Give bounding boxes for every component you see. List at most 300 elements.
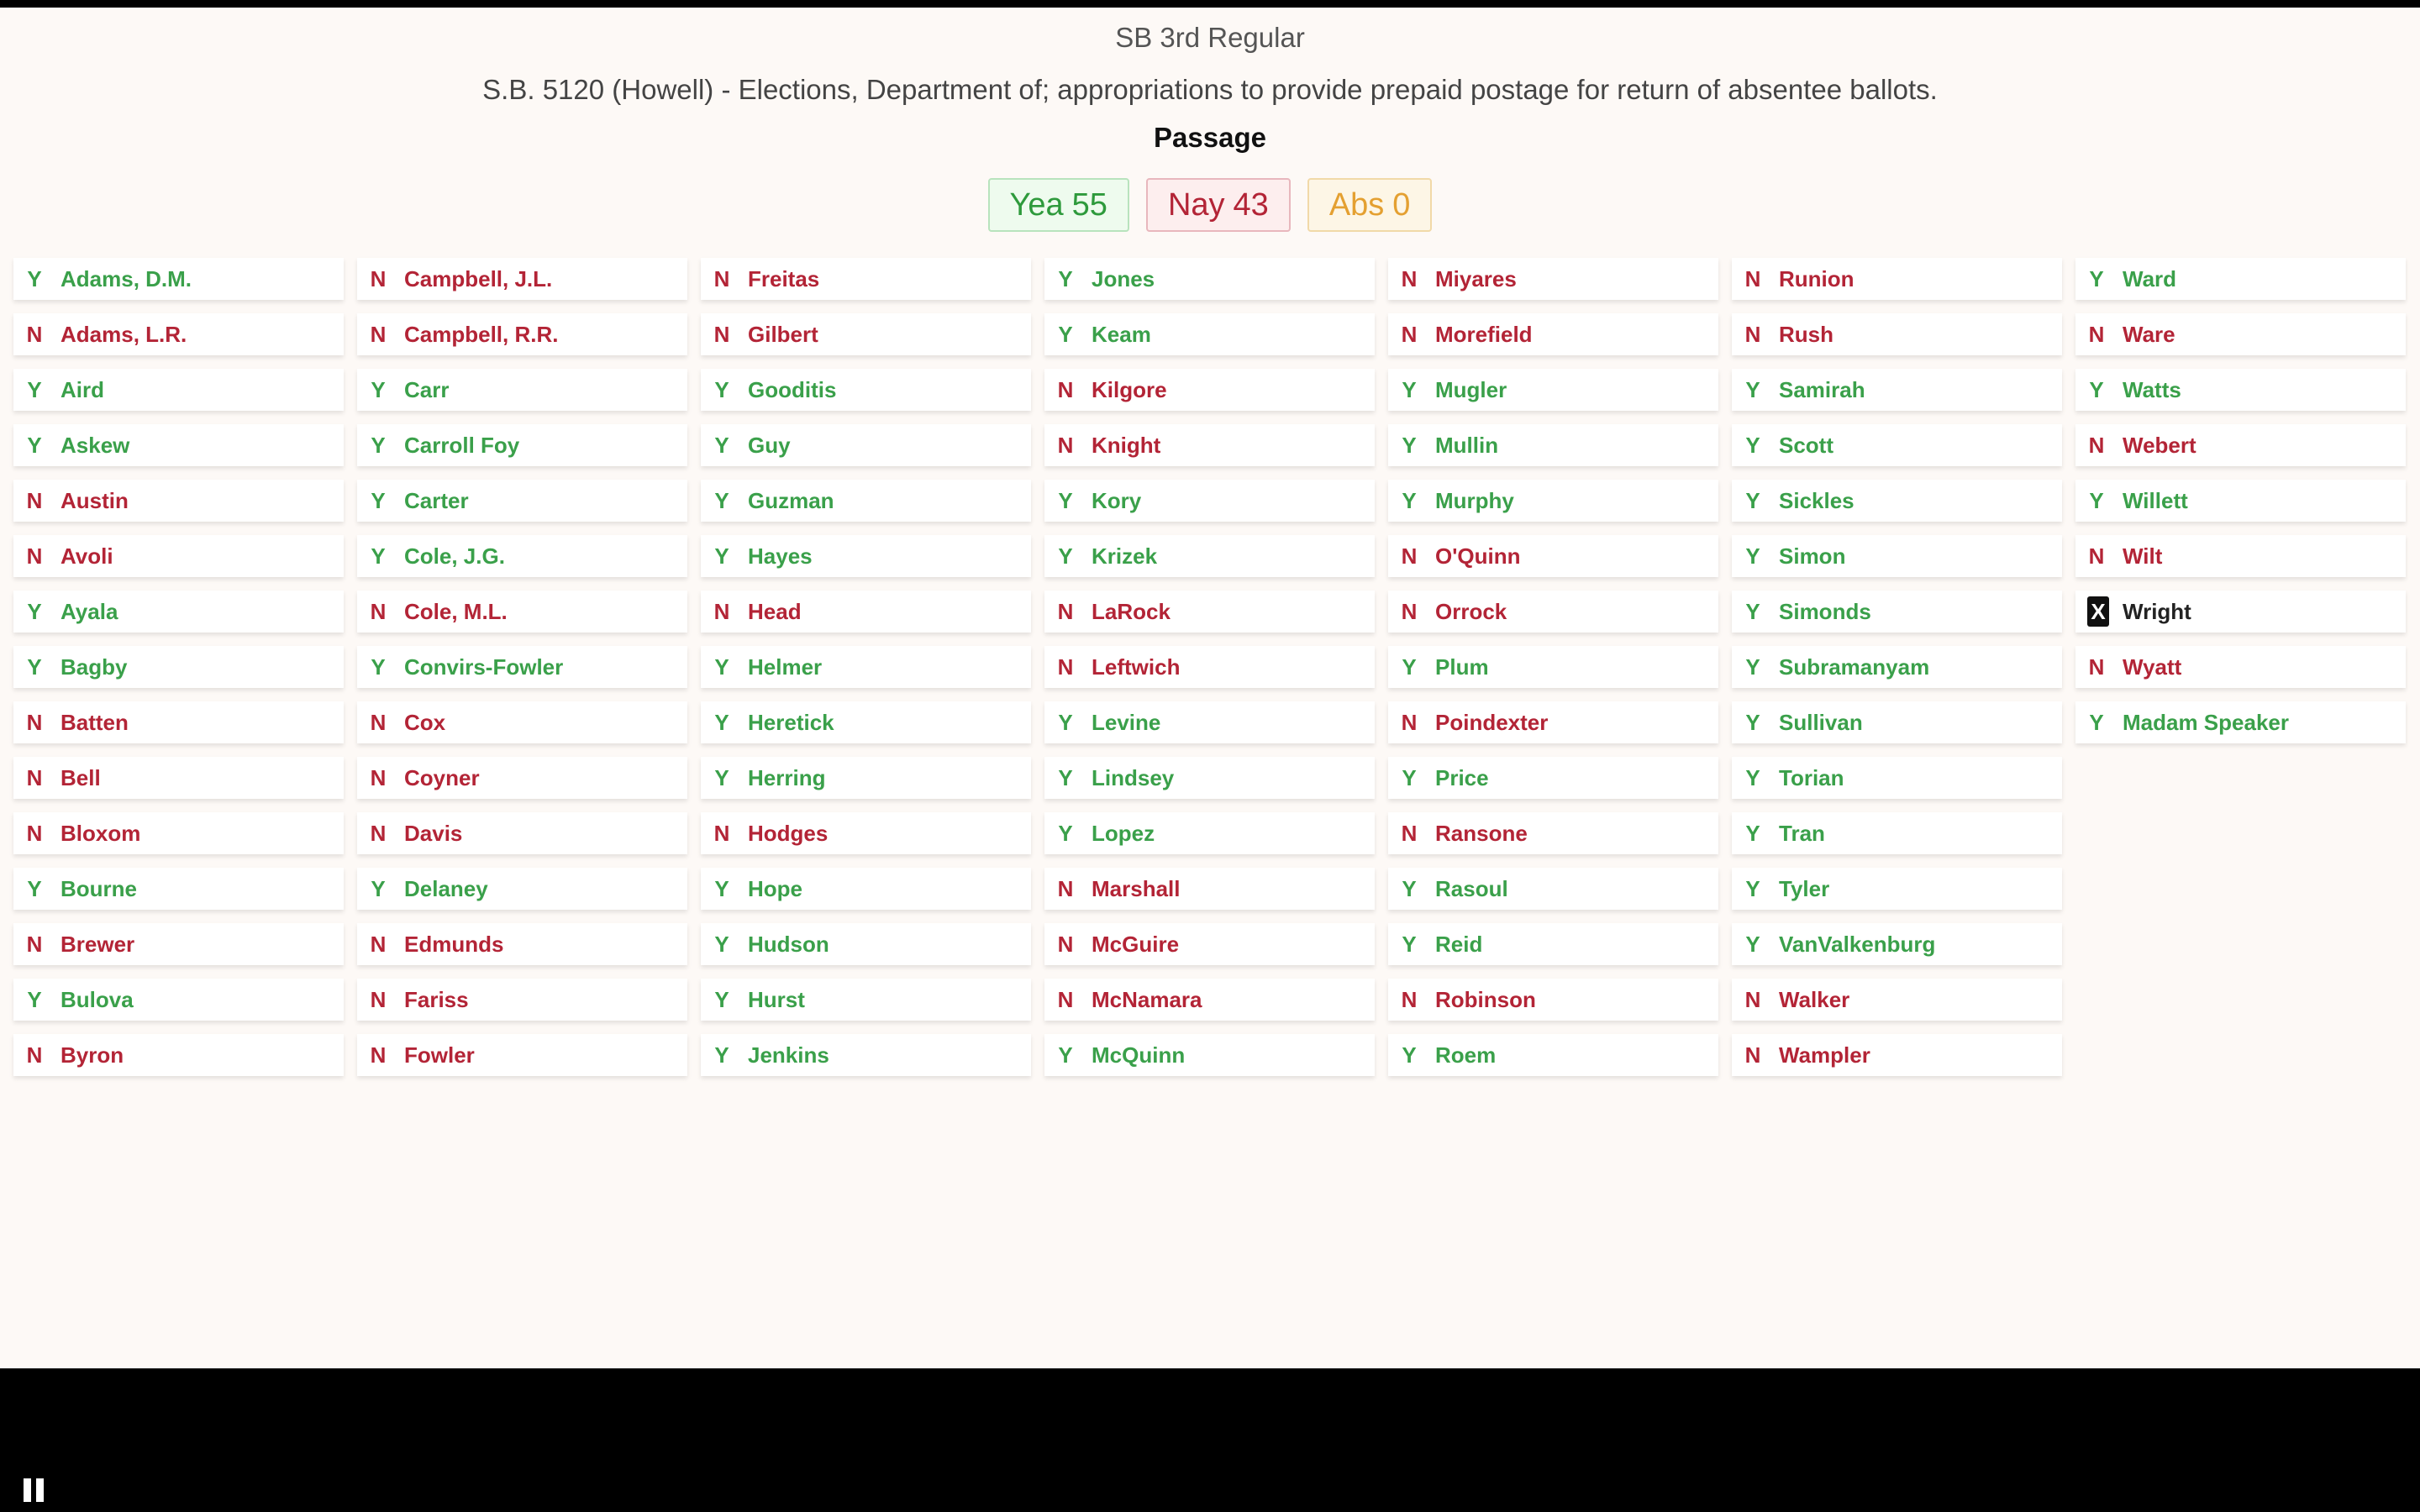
- vote-indicator: N: [1401, 598, 1418, 624]
- vote-indicator: N: [26, 764, 43, 790]
- member-name: Ayala: [60, 598, 118, 624]
- vote-indicator: N: [2088, 321, 2105, 347]
- member-vote-card: [1388, 868, 1718, 910]
- member-vote-card: [2075, 424, 2406, 466]
- member-name: Kory: [1092, 487, 1142, 513]
- member-name: Reid: [1435, 931, 1483, 957]
- vote-indicator: Y: [1058, 1042, 1073, 1068]
- member-vote-card: [1044, 646, 1375, 688]
- member-vote-card: [1388, 480, 1718, 522]
- vote-indicator: N: [2088, 654, 2105, 680]
- member-vote-card: [1044, 369, 1375, 411]
- member-name: Leftwich: [1092, 654, 1181, 680]
- vote-indicator: N: [1401, 820, 1418, 846]
- member-name: Adams, L.R.: [60, 321, 187, 347]
- member-vote-card: [1044, 258, 1375, 300]
- member-vote-card: [701, 369, 1031, 411]
- vote-indicator: Y: [27, 875, 42, 901]
- vote-indicator: N: [1057, 598, 1074, 624]
- member-name: Hodges: [748, 820, 829, 846]
- member-vote-card: [1732, 258, 2062, 300]
- yea-count: 55: [1071, 186, 1107, 223]
- abs-label: Abs: [1328, 186, 1385, 223]
- member-name: Madam Speaker: [2123, 709, 2289, 735]
- member-name: Roem: [1435, 1042, 1497, 1068]
- member-vote-card: [357, 1034, 687, 1076]
- member-vote-card: [357, 812, 687, 854]
- member-vote-card: [701, 757, 1031, 799]
- member-name: Price: [1435, 764, 1489, 790]
- member-name: Byron: [60, 1042, 124, 1068]
- member-name: Hudson: [748, 931, 829, 957]
- member-name: Robinson: [1435, 986, 1536, 1012]
- member-name: Wilt: [2123, 543, 2163, 569]
- vote-indicator: N: [713, 265, 730, 291]
- member-vote-card: [1044, 812, 1375, 854]
- vote-indicator: Y: [1745, 432, 1760, 458]
- member-vote-card: [701, 258, 1031, 300]
- member-name: Hurst: [748, 986, 805, 1012]
- media-control-bar: [0, 1368, 2420, 1512]
- member-name: Carroll Foy: [404, 432, 520, 458]
- member-vote-card: [701, 480, 1031, 522]
- member-name: Fariss: [404, 986, 469, 1012]
- member-vote-card: [701, 424, 1031, 466]
- vote-tallies: [0, 178, 2420, 232]
- member-name: Cox: [404, 709, 446, 735]
- member-name: Morefield: [1435, 321, 1533, 347]
- member-name: Hope: [748, 875, 802, 901]
- member-name: Bell: [60, 764, 101, 790]
- bill-description: S.B. 5120 (Howell) - Elections, Department of; appropriations to provide prepaid postage for return of absentee ballots.: [482, 74, 1938, 105]
- vote-indicator: Y: [1745, 764, 1760, 790]
- vote-indicator: N: [713, 598, 730, 624]
- vote-indicator: N: [1744, 321, 1761, 347]
- member-vote-card: [1388, 424, 1718, 466]
- member-vote-card: [1044, 591, 1375, 633]
- abs-count: 0: [1392, 186, 1411, 223]
- vote-indicator: X: [2087, 596, 2109, 627]
- member-vote-card: [701, 591, 1031, 633]
- member-vote-card: [1732, 313, 2062, 355]
- member-vote-card: [357, 868, 687, 910]
- member-name: Heretick: [748, 709, 834, 735]
- vote-indicator: N: [1401, 986, 1418, 1012]
- member-name: Ransone: [1435, 820, 1528, 846]
- yea-tally: [988, 178, 1129, 232]
- vote-indicator: N: [370, 764, 387, 790]
- vote-indicator: N: [2088, 543, 2105, 569]
- member-name: Carter: [404, 487, 469, 513]
- member-name: Herring: [748, 764, 826, 790]
- member-vote-card: [701, 313, 1031, 355]
- member-name: Webert: [2123, 432, 2196, 458]
- member-vote-card: [357, 258, 687, 300]
- vote-indicator: N: [1744, 1042, 1761, 1068]
- member-name: Avoli: [60, 543, 113, 569]
- member-name: Samirah: [1779, 376, 1865, 402]
- vote-indicator: N: [1057, 986, 1074, 1012]
- member-name: Orrock: [1435, 598, 1507, 624]
- vote-indicator: N: [1401, 543, 1418, 569]
- vote-indicator: Y: [27, 986, 42, 1012]
- member-vote-card: [1388, 369, 1718, 411]
- member-name: Guy: [748, 432, 791, 458]
- member-vote-card: [2075, 701, 2406, 743]
- vote-indicator: Y: [371, 432, 386, 458]
- vote-indicator: Y: [1402, 487, 1417, 513]
- member-vote-card: [357, 757, 687, 799]
- member-name: Bourne: [60, 875, 137, 901]
- vote-indicator: N: [26, 543, 43, 569]
- member-vote-card: [1044, 757, 1375, 799]
- member-name: Watts: [2123, 376, 2181, 402]
- member-vote-card: [1388, 812, 1718, 854]
- member-vote-card: [1388, 757, 1718, 799]
- vote-indicator: Y: [714, 487, 729, 513]
- member-name: Bulova: [60, 986, 134, 1012]
- member-name: Murphy: [1435, 487, 1514, 513]
- member-vote-card: [13, 591, 344, 633]
- vote-indicator: Y: [1745, 376, 1760, 402]
- vote-indicator: Y: [1745, 654, 1760, 680]
- member-name: Gilbert: [748, 321, 818, 347]
- vote-indicator: Y: [2089, 376, 2104, 402]
- member-vote-card: [357, 424, 687, 466]
- member-name: Campbell, J.L.: [404, 265, 553, 291]
- vote-indicator: Y: [714, 931, 729, 957]
- vote-indicator: Y: [714, 543, 729, 569]
- vote-indicator: N: [370, 931, 387, 957]
- vote-indicator: N: [26, 321, 43, 347]
- vote-indicator: Y: [1058, 265, 1073, 291]
- member-name: Kilgore: [1092, 376, 1167, 402]
- vote-indicator: Y: [27, 265, 42, 291]
- vote-indicator: N: [26, 487, 43, 513]
- member-name: Lopez: [1092, 820, 1155, 846]
- member-vote-card: [1732, 868, 2062, 910]
- member-name: Cole, J.G.: [404, 543, 505, 569]
- vote-indicator: Y: [1058, 709, 1073, 735]
- member-name: Simonds: [1779, 598, 1871, 624]
- member-name: Subramanyam: [1779, 654, 1930, 680]
- vote-indicator: Y: [1745, 709, 1760, 735]
- vote-indicator: Y: [1058, 820, 1073, 846]
- member-vote-card: [13, 313, 344, 355]
- member-name: LaRock: [1092, 598, 1171, 624]
- vote-indicator: Y: [1402, 376, 1417, 402]
- vote-indicator: Y: [714, 654, 729, 680]
- vote-indicator: N: [713, 321, 730, 347]
- member-name: Batten: [60, 709, 129, 735]
- member-vote-card: [1388, 535, 1718, 577]
- pause-icon[interactable]: [22, 1478, 47, 1502]
- member-vote-card: [1044, 868, 1375, 910]
- nay-label: Nay: [1167, 186, 1225, 223]
- vote-indicator: Y: [1745, 820, 1760, 846]
- member-vote-card: [701, 646, 1031, 688]
- member-vote-card: [1044, 923, 1375, 965]
- member-vote-card: [1388, 313, 1718, 355]
- vote-indicator: Y: [1745, 931, 1760, 957]
- member-vote-card: [13, 1034, 344, 1076]
- member-vote-card: [13, 979, 344, 1021]
- member-vote-card: [357, 979, 687, 1021]
- vote-indicator: Y: [714, 432, 729, 458]
- member-vote-card: [701, 535, 1031, 577]
- vote-indicator: Y: [1402, 931, 1417, 957]
- member-vote-card: [1388, 258, 1718, 300]
- member-vote-card: [2075, 480, 2406, 522]
- vote-indicator: Y: [714, 709, 729, 735]
- vote-indicator: Y: [1402, 654, 1417, 680]
- member-name: Sickles: [1779, 487, 1854, 513]
- member-vote-card: [13, 646, 344, 688]
- member-name: Freitas: [748, 265, 820, 291]
- member-vote-card: [1732, 979, 2062, 1021]
- member-name: Sullivan: [1779, 709, 1863, 735]
- member-name: Lindsey: [1092, 764, 1175, 790]
- vote-indicator: Y: [1745, 875, 1760, 901]
- member-vote-card: [357, 591, 687, 633]
- member-name: Mugler: [1435, 376, 1507, 402]
- member-name: Askew: [60, 432, 130, 458]
- member-vote-card: [1732, 369, 2062, 411]
- vote-indicator: N: [1057, 432, 1074, 458]
- member-vote-card: [701, 868, 1031, 910]
- member-vote-card: [2075, 646, 2406, 688]
- member-name: Fowler: [404, 1042, 475, 1068]
- vote-indicator: Y: [1058, 487, 1073, 513]
- member-name: Head: [748, 598, 802, 624]
- vote-indicator: N: [1401, 265, 1418, 291]
- vote-indicator: Y: [1058, 764, 1073, 790]
- member-vote-card: [2075, 313, 2406, 355]
- vote-indicator: N: [1057, 875, 1074, 901]
- member-vote-card: [1044, 1034, 1375, 1076]
- member-name: Helmer: [748, 654, 823, 680]
- vote-indicator: N: [370, 820, 387, 846]
- member-vote-card: [357, 369, 687, 411]
- member-name: Simon: [1779, 543, 1846, 569]
- vote-indicator: Y: [714, 376, 729, 402]
- member-name: Bloxom: [60, 820, 141, 846]
- member-name: McQuinn: [1092, 1042, 1186, 1068]
- vote-indicator: Y: [371, 487, 386, 513]
- vote-indicator: N: [1401, 709, 1418, 735]
- vote-indicator: Y: [714, 764, 729, 790]
- member-vote-card: [1388, 979, 1718, 1021]
- vote-motion: Passage: [1154, 122, 1266, 153]
- member-name: Hayes: [748, 543, 813, 569]
- member-name: Tran: [1779, 820, 1825, 846]
- member-vote-card: [2075, 535, 2406, 577]
- member-vote-card: [357, 923, 687, 965]
- vote-indicator: Y: [714, 1042, 729, 1068]
- member-vote-card: [1732, 591, 2062, 633]
- member-vote-card: [357, 701, 687, 743]
- member-name: Rasoul: [1435, 875, 1508, 901]
- vote-indicator: Y: [714, 986, 729, 1012]
- member-name: Rush: [1779, 321, 1833, 347]
- member-name: Delaney: [404, 875, 488, 901]
- member-name: McNamara: [1092, 986, 1202, 1012]
- member-vote-card: [357, 480, 687, 522]
- member-vote-card: [13, 424, 344, 466]
- vote-indicator: N: [370, 986, 387, 1012]
- member-vote-card: [1044, 424, 1375, 466]
- member-name: Convirs-Fowler: [404, 654, 564, 680]
- member-vote-card: [2075, 369, 2406, 411]
- vote-indicator: N: [1744, 265, 1761, 291]
- member-vote-card: [1732, 757, 2062, 799]
- member-name: Wright: [2123, 598, 2191, 624]
- member-vote-card: [357, 535, 687, 577]
- member-name: Torian: [1779, 764, 1844, 790]
- vote-indicator: N: [26, 1042, 43, 1068]
- member-vote-card: [1732, 923, 2062, 965]
- member-name: Davis: [404, 820, 463, 846]
- member-vote-card: [701, 923, 1031, 965]
- member-name: Guzman: [748, 487, 834, 513]
- member-vote-card: [2075, 591, 2406, 633]
- vote-indicator: N: [370, 321, 387, 347]
- vote-indicator: Y: [1745, 487, 1760, 513]
- vote-indicator: Y: [2089, 709, 2104, 735]
- member-vote-card: [13, 369, 344, 411]
- member-name: Brewer: [60, 931, 135, 957]
- member-vote-card: [1388, 646, 1718, 688]
- member-vote-card: [1044, 979, 1375, 1021]
- member-name: Bagby: [60, 654, 128, 680]
- vote-indicator: Y: [2089, 487, 2104, 513]
- member-name: Wyatt: [2123, 654, 2182, 680]
- member-name: McGuire: [1092, 931, 1180, 957]
- member-name: Adams, D.M.: [60, 265, 192, 291]
- member-vote-card: [1388, 1034, 1718, 1076]
- member-vote-card: [1732, 812, 2062, 854]
- nay-count: 43: [1233, 186, 1269, 223]
- vote-indicator: Y: [27, 432, 42, 458]
- member-name: Krizek: [1092, 543, 1158, 569]
- member-vote-card: [13, 701, 344, 743]
- vote-indicator: N: [713, 820, 730, 846]
- vote-indicator: N: [1057, 931, 1074, 957]
- member-name: O'Quinn: [1435, 543, 1521, 569]
- vote-indicator: Y: [2089, 265, 2104, 291]
- member-name: Mullin: [1435, 432, 1499, 458]
- vote-indicator: N: [1057, 376, 1074, 402]
- vote-indicator: Y: [1058, 321, 1073, 347]
- member-name: Poindexter: [1435, 709, 1549, 735]
- member-vote-card: [1732, 646, 2062, 688]
- vote-indicator: Y: [1402, 875, 1417, 901]
- vote-indicator: Y: [1745, 543, 1760, 569]
- member-vote-card: [13, 868, 344, 910]
- member-name: Wampler: [1779, 1042, 1870, 1068]
- vote-indicator: N: [370, 709, 387, 735]
- member-vote-card: [357, 646, 687, 688]
- member-vote-card: [1388, 591, 1718, 633]
- member-name: Cole, M.L.: [404, 598, 508, 624]
- yea-label: Yea: [1009, 186, 1064, 223]
- member-name: Willett: [2123, 487, 2188, 513]
- vote-indicator: Y: [1402, 764, 1417, 790]
- vote-indicator: Y: [1402, 432, 1417, 458]
- vote-indicator: Y: [1745, 598, 1760, 624]
- member-vote-card: [13, 535, 344, 577]
- vote-indicator: Y: [371, 543, 386, 569]
- member-name: Marshall: [1092, 875, 1181, 901]
- member-vote-card: [1732, 535, 2062, 577]
- member-name: Carr: [404, 376, 450, 402]
- vote-indicator: N: [1401, 321, 1418, 347]
- vote-indicator: N: [370, 1042, 387, 1068]
- vote-indicator: N: [26, 709, 43, 735]
- member-name: Keam: [1092, 321, 1151, 347]
- member-name: Coyner: [404, 764, 480, 790]
- vote-indicator: Y: [1402, 1042, 1417, 1068]
- member-vote-card: [1732, 424, 2062, 466]
- vote-indicator: N: [26, 931, 43, 957]
- nay-tally: [1146, 178, 1291, 232]
- member-name: Scott: [1779, 432, 1833, 458]
- member-vote-card: [701, 1034, 1031, 1076]
- top-bar: [0, 0, 2420, 8]
- vote-indicator: N: [370, 598, 387, 624]
- member-name: Miyares: [1435, 265, 1517, 291]
- vote-indicator: Y: [1058, 543, 1073, 569]
- vote-indicator: Y: [27, 598, 42, 624]
- member-name: Austin: [60, 487, 129, 513]
- vote-indicator: N: [26, 820, 43, 846]
- member-vote-card: [13, 923, 344, 965]
- vote-indicator: Y: [371, 875, 386, 901]
- member-vote-card: [1044, 480, 1375, 522]
- vote-indicator: N: [2088, 432, 2105, 458]
- abs-tally: [1307, 178, 1433, 232]
- vote-indicator: Y: [714, 875, 729, 901]
- vote-board: [0, 8, 2420, 1368]
- member-name: Ward: [2123, 265, 2177, 291]
- vote-indicator: N: [1057, 654, 1074, 680]
- member-grid: [13, 258, 2406, 1076]
- vote-indicator: Y: [371, 376, 386, 402]
- member-vote-card: [13, 757, 344, 799]
- member-vote-card: [701, 812, 1031, 854]
- member-name: Knight: [1092, 432, 1161, 458]
- member-vote-card: [1732, 1034, 2062, 1076]
- member-vote-card: [1732, 480, 2062, 522]
- member-name: Gooditis: [748, 376, 837, 402]
- member-name: Tyler: [1779, 875, 1830, 901]
- member-name: Ware: [2123, 321, 2175, 347]
- member-vote-card: [1044, 701, 1375, 743]
- member-vote-card: [1044, 313, 1375, 355]
- member-vote-card: [357, 313, 687, 355]
- member-name: Runion: [1779, 265, 1854, 291]
- member-name: VanValkenburg: [1779, 931, 1936, 957]
- member-vote-card: [13, 812, 344, 854]
- member-name: Jones: [1092, 265, 1155, 291]
- member-name: Campbell, R.R.: [404, 321, 559, 347]
- member-name: Edmunds: [404, 931, 504, 957]
- member-vote-card: [1732, 701, 2062, 743]
- vote-indicator: Y: [371, 654, 386, 680]
- member-vote-card: [701, 701, 1031, 743]
- member-vote-card: [13, 258, 344, 300]
- vote-indicator: N: [1744, 986, 1761, 1012]
